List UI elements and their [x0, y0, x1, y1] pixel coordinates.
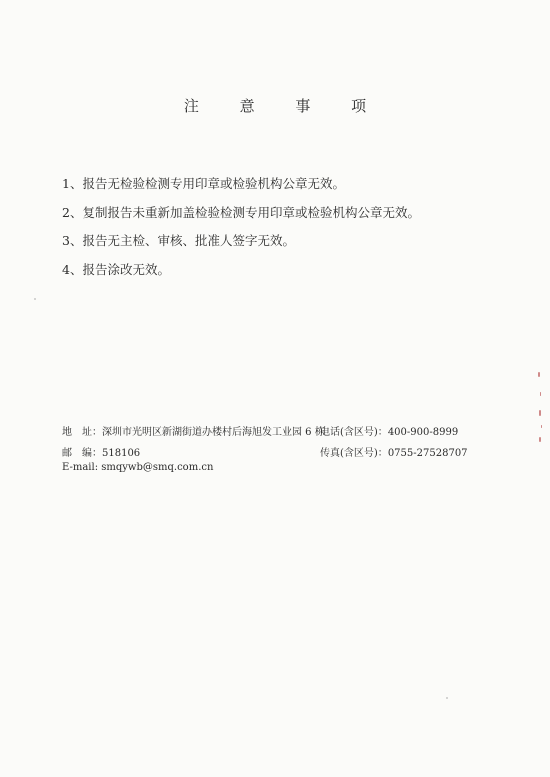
postcode-row [62, 444, 482, 458]
fax-field [320, 444, 468, 459]
fax-value: 0755-27528707 [387, 448, 468, 459]
margin-stain [538, 372, 540, 377]
phone-label: 电话(含区号)： [320, 427, 388, 438]
postcode-label: 邮 编： [62, 448, 102, 459]
phone-value: 400-900-8999 [387, 427, 459, 438]
edge-print-code [2, 705, 10, 755]
phone-field [320, 423, 458, 438]
margin-stain [541, 425, 542, 428]
page-title: 注 意 事 项 [183, 97, 385, 115]
notice-item-3: 3、报告无主检、审核、批准人签字无效。 [62, 233, 295, 248]
postcode-value: 518106 [102, 448, 141, 459]
scan-speck [34, 298, 36, 300]
notice-list [62, 170, 522, 284]
margin-stain [539, 410, 541, 416]
fax-label: 传真(含区号)： [320, 448, 388, 459]
notice-item-2: 2、复制报告未重新加盖检验检测专用印章或检验机构公章无效。 [62, 204, 420, 220]
margin-stain [540, 392, 541, 396]
email-label: E-mail: [62, 462, 102, 473]
address-label: 地 址： [62, 427, 102, 438]
notice-item-1: 1、报告无检验检测专用印章或检验机构公章无效。 [62, 176, 345, 191]
notice-item-4: 4、报告涂改无效。 [62, 261, 170, 277]
address-value: 深圳市光明区新湖街道办楼村后海旭发工业园 6 栋 [102, 427, 325, 438]
scan-speck [446, 697, 448, 699]
email-value: smqywb@smq.com.cn [101, 462, 214, 473]
email-row [62, 462, 482, 476]
margin-stain [539, 437, 541, 442]
address-row [62, 423, 482, 437]
